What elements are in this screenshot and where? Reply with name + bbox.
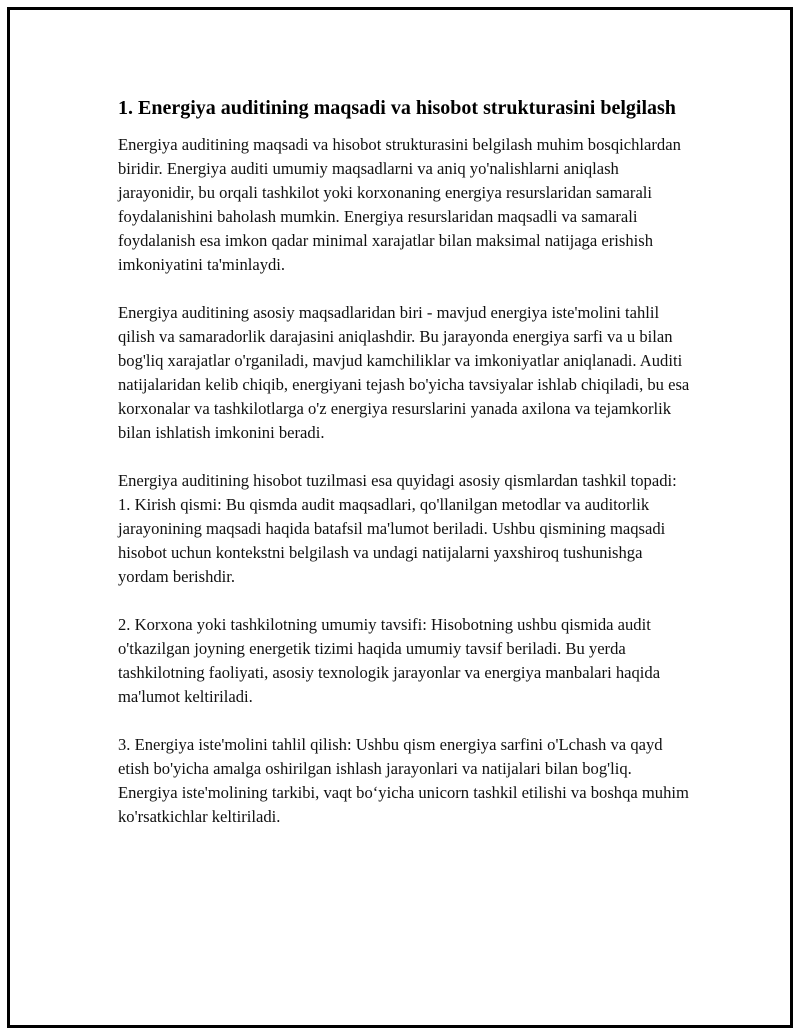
document-title: 1. Energiya auditining maqsadi va hisobot strukturasini belgilash <box>118 97 676 119</box>
list-item-consumption-analysis: 3. Energiya iste'molini tahlil qilish: Ushbu qism energiya sarfini o'Lchash va qayd etish bo'yicha amalga oshirilgan ishlash jarayonlari va natijalari bilan bog'liq. Energiya iste'molining tarkibi, vaqt bo‘yicha unicorn tashkil etilishi va boshqa muhim ko'rsatkichlar keltiriladi. <box>118 735 689 826</box>
paragraph-intro: Energiya auditining maqsadi va hisobot strukturasini belgilash muhim bosqichlardan biridir. Energiya auditi umumiy maqsadlarni va aniq yo'nalishlarni aniqlash jarayonidir, bu orqali tashkilot yoki korxonaning energiya resurslaridan samarali foydalanishini baholash mumkin. Energiya resurslaridan maqsadli va samarali foydalanish esa imkon qadar minimal xarajatlar bilan maksimal natijaga erishish imkoniyatini ta'minlaydi. <box>118 135 681 274</box>
document-body <box>118 95 693 853</box>
paragraph-goals: Energiya auditining asosiy maqsadlaridan biri - mavjud energiya iste'molini tahlil qilish va samaradorlik darajasini aniqlashdir. Bu jarayonda energiya sarfi va u bilan bog'liq xarajatlar o'rganiladi, mavjud kamchiliklar va imkoniyatlar aniqlanadi. Auditi natijalaridan kelib chiqib, energiyani tejash bo'yicha tavsiyalar ishlab chiqiladi, bu esa korxonalar va tashkilotlarga o'z energiya resurslarini yanada axilona va tejamkorlik bilan ishlatish imkonini beradi. <box>118 303 690 442</box>
list-item-introduction: 1. Kirish qismi: Bu qismda audit maqsadlari, qo'llanilgan metodlar va auditorlik jarayonining maqsadi haqida batafsil ma'lumot beriladi. Ushbu qismining maqsadi hisobot uchun kontekstni belgilash va undagi natijalarni yaxshiroq tushunishga yordam berishdir. <box>118 495 666 586</box>
list-item-organization-description: 2. Korxona yoki tashkilotning umumiy tavsifi: Hisobotning ushbu qismida audit o'tkazilgan joyning energetik tizimi haqida umumiy tavsif beriladi. Bu yerda tashkilotning faoliyati, asosiy texnologik jarayonlar va energiya manbalari haqida ma'lumot keltiriladi. <box>118 615 661 706</box>
paragraph-structure-lead: Energiya auditining hisobot tuzilmasi esa quyidagi asosiy qismlardan tashkil topadi: <box>118 471 677 490</box>
